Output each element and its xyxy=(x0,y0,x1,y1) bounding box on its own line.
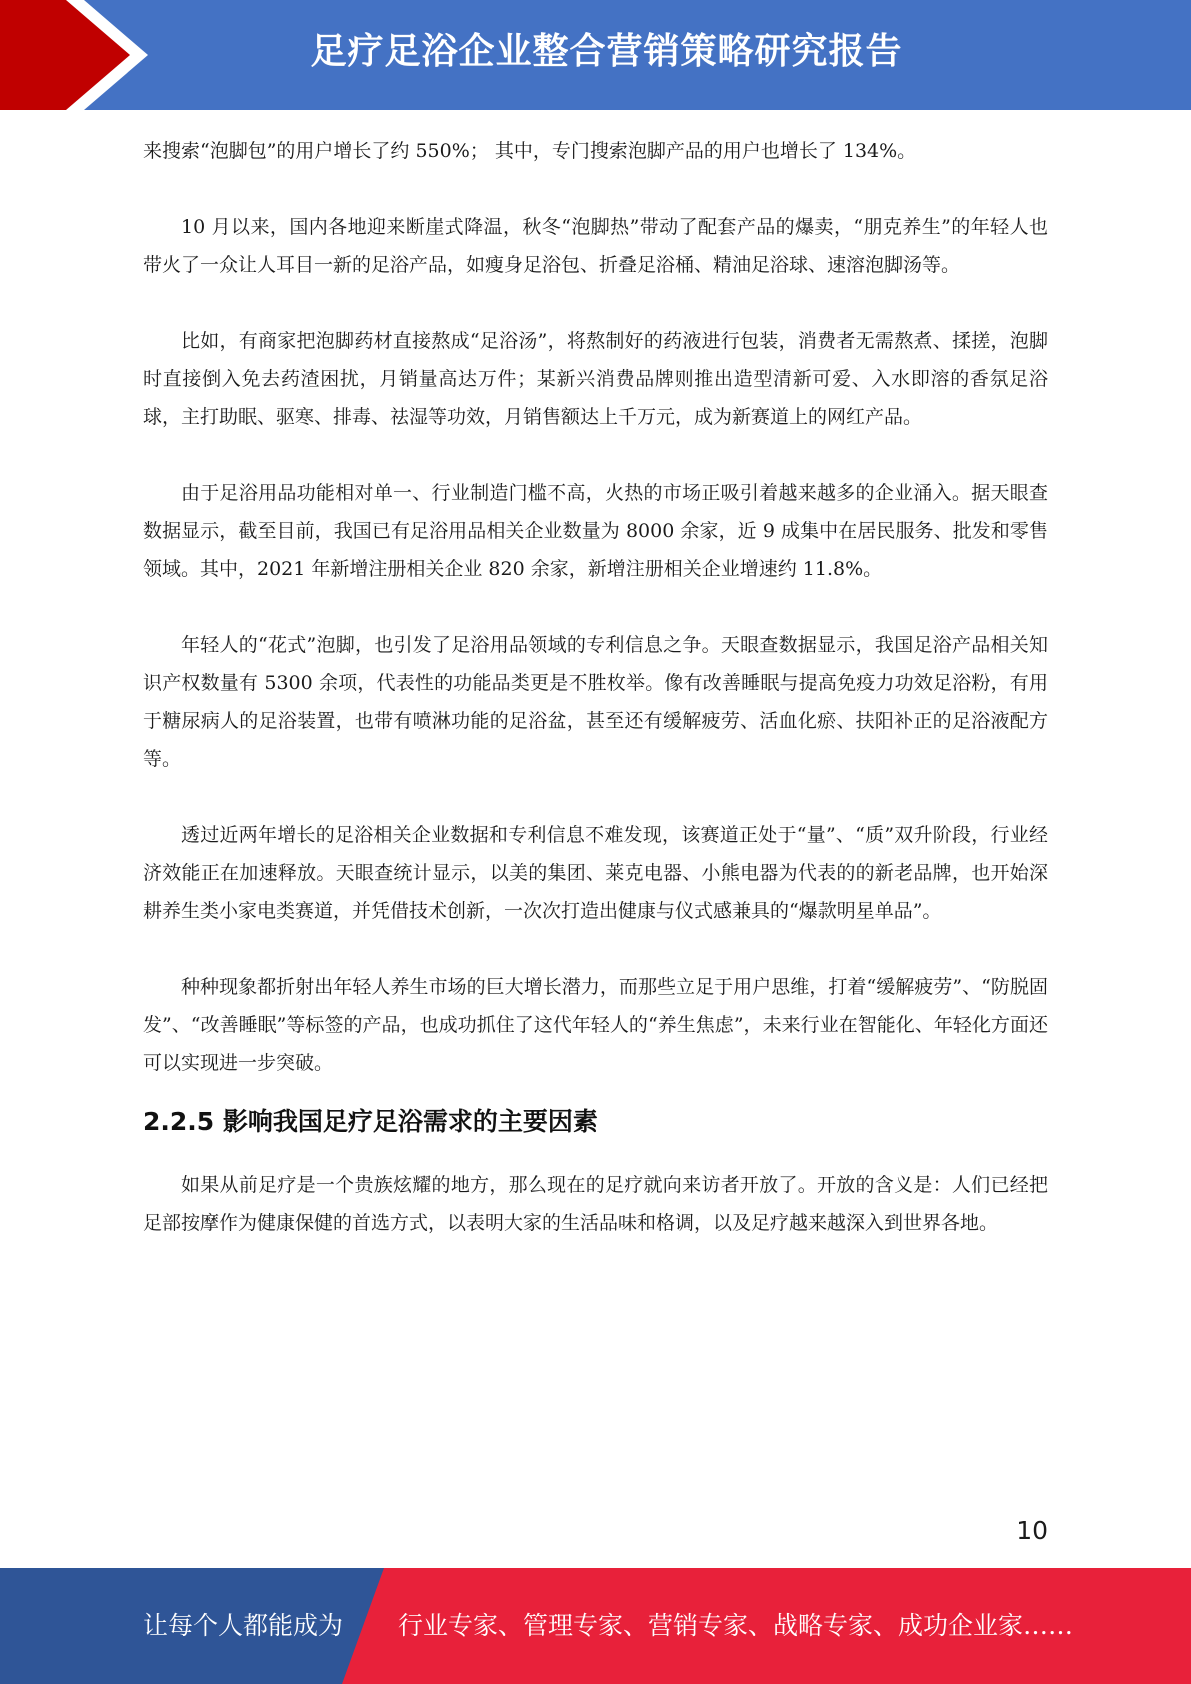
page-number: 10 xyxy=(1016,1516,1048,1545)
section-heading: 2.2.5 影响我国足疗足浴需求的主要因素 xyxy=(143,1107,598,1136)
document-body xyxy=(143,132,1048,1242)
paragraph-2: 10 月以来，国内各地迎来断崖式降温，秋冬“泡脚热”带动了配套产品的爆卖，“朋克养生”的年轻人也带火了一众让人耳目一新的足浴产品，如瘦身足浴包、折叠足浴桶、精油足浴球、速溶泡脚汤等。 xyxy=(143,216,1048,276)
footer-slogan-right: 行业专家、管理专家、营销专家、战略专家、成功企业家…… xyxy=(398,1611,1074,1640)
header-band xyxy=(0,0,1191,110)
paragraph-5: 年轻人的“花式”泡脚，也引发了足浴用品领域的专利信息之争。天眼查数据显示，我国足浴产品相关知识产权数量有 5300 余项，代表性的功能品类更是不胜枚举。像有改善睡眠与提高免疫力功效足浴粉，有用于糖尿病人的足浴装置，也带有喷淋功能的足浴盆，甚至还有缓解疲劳、活血化瘀、扶阳补正的足浴液配方等。 xyxy=(143,634,1048,770)
paragraph-7: 种种现象都折射出年轻人养生市场的巨大增长潜力，而那些立足于用户思维，打着“缓解疲劳”、“防脱固发”、“改善睡眠”等标签的产品，也成功抓住了这代年轻人的“养生焦虑”，未来行业在智能化、年轻化方面还可以实现进一步突破。 xyxy=(143,976,1048,1074)
section-paragraph: 如果从前足疗是一个贵族炫耀的地方，那么现在的足疗就向来访者开放了。开放的含义是：人们已经把足部按摩作为健康保健的首选方式，以表明大家的生活品味和格调，以及足疗越来越深入到世界各地。 xyxy=(143,1174,1048,1234)
paragraph-1: 来搜索“泡脚包”的用户增长了约 550%； 其中，专门搜索泡脚产品的用户也增长了 134%。 xyxy=(143,140,917,162)
footer-slogan-left: 让每个人都能成为 xyxy=(143,1611,344,1640)
paragraph-4: 由于足浴用品功能相对单一、行业制造门槛不高，火热的市场正吸引着越来越多的企业涌入。据天眼查数据显示，截至目前，我国已有足浴用品相关企业数量为 8000 余家，近 9 成集中在居民服务、批发和零售领域。其中，2021 年新增注册相关企业 820 余家，新增注册相关企业增速约 11.8%。 xyxy=(143,482,1048,580)
paragraph-3: 比如，有商家把泡脚药材直接熬成“足浴汤”，将熬制好的药液进行包装，消费者无需熬煮、揉搓，泡脚时直接倒入免去药渣困扰，月销量高达万件；某新兴消费品牌则推出造型清新可爱、入水即溶的香氛足浴球，主打助眠、驱寒、排毒、祛湿等功效，月销售额达上千万元，成为新赛道上的网红产品。 xyxy=(143,330,1048,428)
paragraph-6: 透过近两年增长的足浴相关企业数据和专利信息不难发现，该赛道正处于“量”、“质”双升阶段，行业经济效能正在加速释放。天眼查统计显示，以美的集团、莱克电器、小熊电器为代表的的新老品牌，也开始深耕养生类小家电类赛道，并凭借技术创新，一次次打造出健康与仪式感兼具的“爆款明星单品”。 xyxy=(143,824,1048,922)
footer-band xyxy=(0,1568,1191,1684)
document-title: 足疗足浴企业整合营销策略研究报告 xyxy=(310,31,903,72)
